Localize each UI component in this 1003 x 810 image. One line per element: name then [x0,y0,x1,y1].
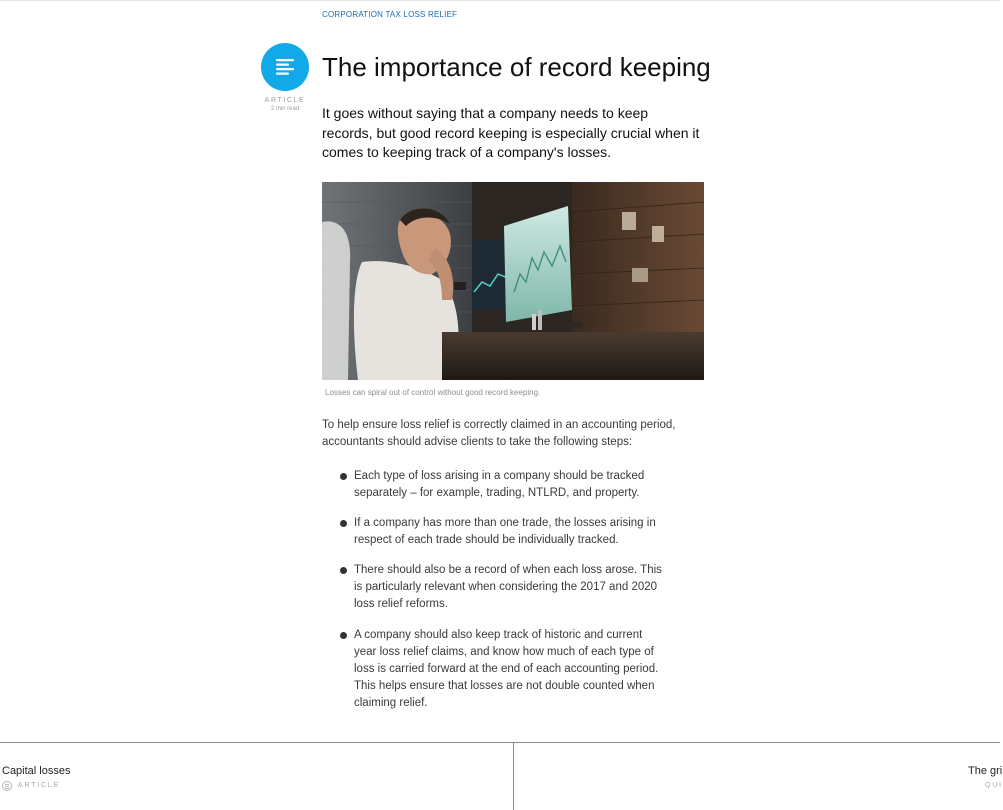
article-type-label: ARTICLE [264,97,306,104]
hero-image [322,182,704,380]
list-item-text: A company should also keep track of historic and current year loss relief claims, and know how much of each type of loss is carried forward at the end of each accounting period. This helps ensure that losses are not double counted when claiming relief. [354,629,659,709]
read-time: 2 min read [270,106,300,112]
article-lines-icon [275,58,295,76]
bullet-dot-icon [340,567,347,574]
list-item-text: There should also be a record of when each loss arose. This is particularly relevant when considering the 2017 and 2020 loss relief reforms. [354,564,662,610]
prev-article-link[interactable]: Capital losses [2,765,71,777]
list-item-text: Each type of loss arising in a company should be tracked separately – for example, trading, NTLRD, and property. [354,470,645,499]
prev-article-type [2,781,60,791]
article-type-badge [261,43,309,91]
next-article-link[interactable]: The gri [968,765,1003,777]
image-caption: Losses can spiral out of control without good record keeping. [325,388,541,397]
top-divider [0,0,1000,1]
stressed-man-at-computer-illustration [322,182,704,380]
page-title: The importance of record keeping [322,52,711,82]
bullet-dot-icon [340,520,347,527]
article-lede: It goes without saying that a company needs to keep records, but good record keeping is especially crucial when it comes to keeping track of a company's losses. [322,105,700,160]
bullet-dot-icon [340,632,347,639]
footer-divider [0,742,1000,743]
bullet-dot-icon [340,473,347,480]
footer-column-divider [513,742,514,810]
category-link[interactable]: CORPORATION TAX LOSS RELIEF [322,10,458,19]
prev-article-type-label: ARTICLE [18,782,61,789]
article-lines-icon [2,781,12,791]
article-intro: To help ensure loss relief is correctly claimed in an accounting period, accountants should advise clients to take the following steps: [322,419,676,448]
next-article-type-label: QUI [985,782,1003,789]
list-item-text: If a company has more than one trade, the losses arising in respect of each trade should be individually tracked. [354,517,656,546]
